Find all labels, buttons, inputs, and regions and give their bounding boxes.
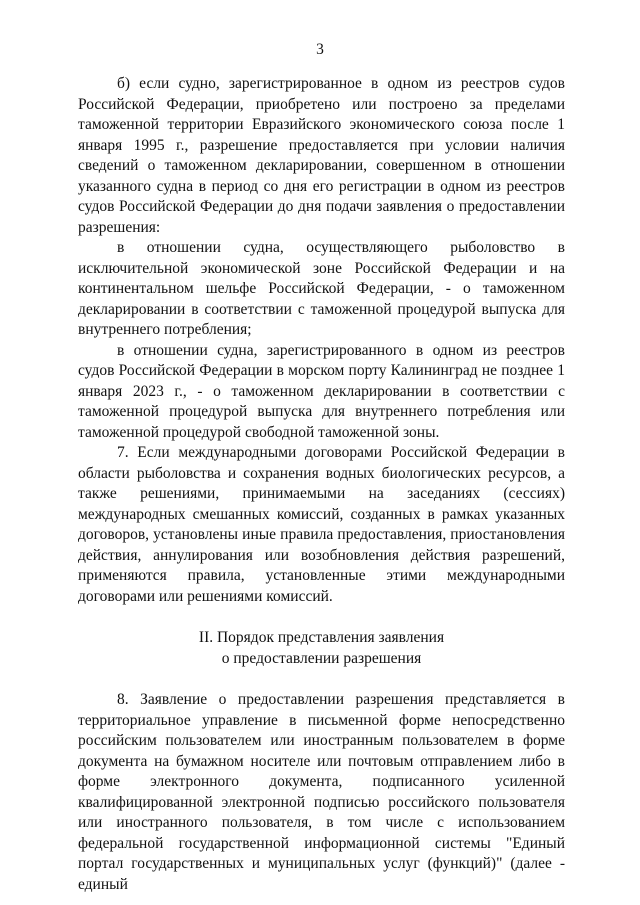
section-heading-line-2: о предоставлении разрешения: [221, 649, 422, 667]
section-heading-line-1: II. Порядок представления заявления: [198, 629, 445, 646]
paragraph-kaliningrad-vessel: в отношении судна, зарегистрированного в одном из реестров судов Российской Федерации в морском порту Калининград не позднее 1 января 2023 г., - о таможенном декларировании в соответствии с таможенной процедурой выпуска для внутреннего потребления или таможенной процедурой свободной таможенной зоны.: [78, 341, 565, 441]
paragraph-7: 7. Если международными договорами Российской Федерации в области рыболовства и сохранения водных биологических ресурсов, а также решениями, принимаемыми на заседаниях (сессиях) международных смешанных комиссий, созданных в рамках указанных договоров, установлены иные правила предоставления, приостановления действия, аннулирования или возобновления действия разрешений, применяются правила, установленные этими международными договорами или решениями комиссий.: [78, 444, 565, 605]
page-number: 3: [316, 41, 324, 58]
paragraph-8: 8. Заявление о предоставлении разрешения представляется в территориальное управление в письменной форме непосредственно российским пользователем или иностранным пользователем в форме документа на бумажном носителе или почтовым отправлением либо в форме электронного документа, подписанного усиленной квалифицированной электронной подписью российского пользователя или иностранного пользователя, в том числе с использованием федеральной государственной информационной системы "Единый портал государственных и муниципальных услуг (функций)" (далее - единый: [78, 691, 565, 893]
section-heading: [78, 628, 565, 669]
paragraph-6b: б) если судно, зарегистрированное в одном из реестров судов Российской Федерации, приобретено или построено за пределами таможенной территории Евразийского экономического союза после 1 января 1995 г., разрешение предоставляется при условии наличия сведений о таможенном декларировании, совершенном в отношении указанного судна в период со дня его регистрации в одном из реестров судов Российской Федерации до дня подачи заявления о предоставлении разрешения:: [78, 75, 565, 236]
paragraph-fishing-vessel: в отношении судна, осуществляющего рыболовство в исключительной экономической зоне Российской Федерации и на континентальном шельфе Российской Федерации, - о таможенном декларировании в соответствии с таможенной процедурой выпуска для внутреннего потребления;: [78, 239, 565, 338]
document-body: [78, 74, 565, 895]
